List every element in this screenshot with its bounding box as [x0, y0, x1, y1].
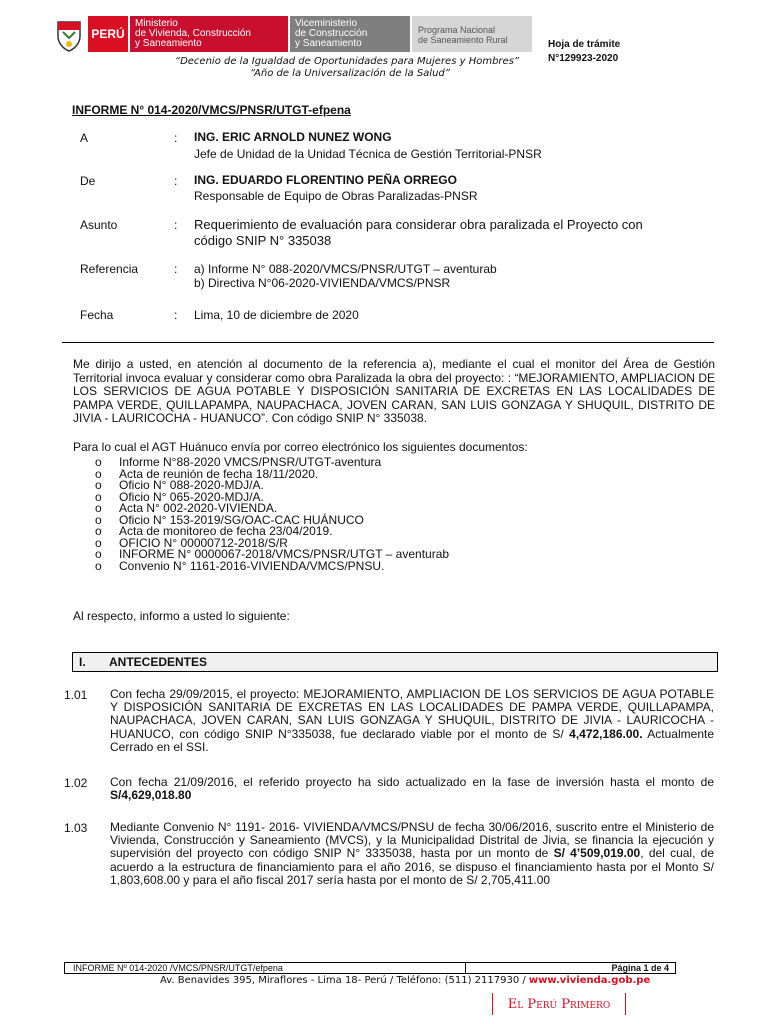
program-logo: Programa Nacional de Saneamiento Rural	[412, 16, 532, 52]
list-item: o Acta de monitoreo de fecha 23/04/2019.	[95, 524, 333, 538]
coat-of-arms-icon	[54, 18, 84, 52]
item-text: Con fecha 29/09/2015, el proyecto: MEJORAMIENTO, AMPLIACION DE LOS SERVICIOS DE AGUA POTABLE Y DISPOSICIÓN SANITARIA DE EXCRETAS EN LAS LOCALIDADES DE PAMPA VERDE, QUILLAPAMPA, NAUPACHACA, JOVEN CARAN, SAN LUIS GONZAGA Y SHUQUIL, DISTRITO DE JIVIA - LAURICOCHA - HUANUCO, con código SNIP N°335038, fue declarado viable por el monto de S/ 4,472,186.00. Actualmente Cerrado en el SSI.	[110, 687, 714, 754]
list-item: o OFICIO N° 00000712-2018/S/R	[95, 535, 288, 550]
section-title: ANTECEDENTES	[109, 655, 208, 669]
slogan: El Perú Primero	[492, 993, 626, 1015]
institution-logo-bar	[88, 16, 532, 52]
to-name: ING. ERIC ARNOLD NUNEZ WONG	[194, 130, 392, 144]
list-item: o INFORME N° 0000067-2018/VMCS/PNSR/UTGT – aventurab	[95, 547, 450, 561]
subject-value: Requerimiento de evaluación para considerar obra paralizada el Proyecto con código SNIP N° 335038	[194, 217, 643, 248]
reference-b: b) Directiva N°06-2020-VIVIENDA/VMCS/PNSR	[194, 276, 451, 290]
from-label: De	[80, 174, 96, 188]
official-year-names	[100, 56, 600, 80]
date-label: Fecha	[80, 308, 114, 322]
list-item: o Convenio N° 1161-2016-VIVIENDA/VMCS/PNSU.	[95, 558, 385, 573]
closing-line: Al respecto, informo a usted lo siguiente:	[73, 609, 290, 623]
from-role: Responsable de Equipo de Obras Paralizadas-PNSR	[194, 189, 478, 203]
subject-label: Asunto	[80, 218, 118, 232]
header-divider	[62, 342, 714, 343]
website-link[interactable]: www.vivienda.gob.pe	[528, 975, 651, 986]
footer-address	[160, 975, 650, 987]
list-item: o Acta N° 002-2020-VIVIENDA.	[95, 501, 278, 515]
from-value	[194, 173, 664, 203]
page-number: Página 1 de 4	[611, 963, 669, 973]
to-role: Jefe de Unidad de la Unidad Técnica de Gestión Territorial-PNSR	[194, 147, 542, 161]
date-colon: :	[174, 308, 178, 322]
report-title: INFORME N° 014-2020/VMCS/PNSR/UTGT-efpena	[72, 103, 351, 117]
list-item: o Informe N°88-2020 VMCS/PNSR/UTGT-aventura	[95, 455, 382, 469]
intro-paragraph: Me dirijo a usted, en atención al documento de la referencia a), mediante el cual el monitor del Área de Gestión Territorial invoca evaluar y considerar como obra Paralizada la obra del proyecto: : “MEJORAMIENTO, AMPLIACION DE LOS SERVICIOS DE AGUA POTABLE Y DISPOSICIÓN SANITARIA DE EXCRETAS EN LAS LOCALIDADES DE PAMPA VERDE, QUILLAPAMPA, NAUPACHACA, JOVEN CARAN, SAN LUIS GONZAGA Y SHUQUIL, DISTRITO DE JIVIA - LAURICOCHA - HUANUCO”. Con código SNIP N° 335038.	[73, 357, 715, 425]
item-number: 1.02	[64, 776, 88, 790]
footer-doc-ref: INFORME Nº 014-2020 /VMCS/PNSR/UTGT/efpena	[65, 963, 466, 973]
section-header-antecedentes	[72, 652, 718, 672]
footer-reference-box	[64, 962, 676, 974]
viceministry-logo: Viceministerio de Construcción y Saneamiento	[290, 16, 410, 52]
list-item: o Oficio N° 088-2020-MDJ/A.	[95, 478, 264, 492]
item-text: Mediante Convenio N° 1191- 2016- VIVIENDA/VMCS/PNSU de fecha 30/06/2016, suscrito entre el Ministerio de Vivienda, Construcción y Saneamiento (MVCS), y la Municipalidad Distrital de Jivia, se financia la ejecución y supervisión del proyecto con código SNIP N° 3335038, hasta por un monto de S/ 4’509,019.00, del cual, de acuerdo a la estructura de financiamiento para el año 2016, se dispuso el financiamiento hasta por el Monto S/ 1,803,608.00 y para el año fiscal 2017 sería hasta por el monto de S/ 2,705,411.00	[110, 820, 715, 887]
documents-list	[95, 457, 449, 572]
reference-value	[194, 262, 664, 290]
decenio-text: “Decenio de la Igualdad de Oportunidades para Mujeres y Hombres”	[174, 56, 520, 67]
date-value: Lima, 10 de diciembre de 2020	[194, 308, 359, 322]
reference-colon: :	[174, 262, 178, 276]
reference-label: Referencia	[80, 262, 139, 276]
to-label: A	[80, 131, 89, 145]
item-number: 1.01	[64, 688, 88, 702]
item-text: Con fecha 21/09/2016, el referido proyecto ha sido actualizado en la fase de inversión hasta el monto de S/4,629,018.80	[110, 775, 714, 803]
list-item: o Oficio N° 153-2019/SG/OAC-CAC HUÁNUCO	[95, 512, 364, 527]
from-colon: :	[174, 174, 178, 188]
tramite-label: Hoja de trámite	[548, 39, 621, 50]
to-value	[194, 130, 664, 161]
section-number: I.	[79, 655, 86, 669]
year-name-text: “Año de la Universalización de la Salud”	[250, 68, 450, 79]
list-item: o Oficio N° 065-2020-MDJ/A.	[95, 489, 264, 504]
peru-logo: PERÚ	[88, 16, 128, 52]
item-number: 1.03	[64, 821, 88, 835]
tramite-number: N°129923-2020	[548, 53, 619, 64]
from-name: ING. EDUARDO FLORENTINO PEÑA ORREGO	[194, 173, 457, 187]
to-colon: :	[174, 131, 178, 145]
documents-intro: Para lo cual el AGT Huánuco envía por correo electrónico los siguientes documentos:	[73, 440, 528, 454]
subject-colon: :	[174, 218, 178, 232]
reference-a: a) Informe N° 088-2020/VMCS/PNSR/UTGT – aventurab	[194, 262, 497, 276]
address-text: Av. Benavides 395, Miraflores - Lima 18- Perú / Teléfono: (511) 2117930 /	[160, 975, 529, 986]
list-item: o Acta de reunión de fecha 18/11/2020.	[95, 466, 319, 481]
ministry-logo: Ministerio de Vivienda, Construcción y Saneamiento	[130, 16, 288, 52]
